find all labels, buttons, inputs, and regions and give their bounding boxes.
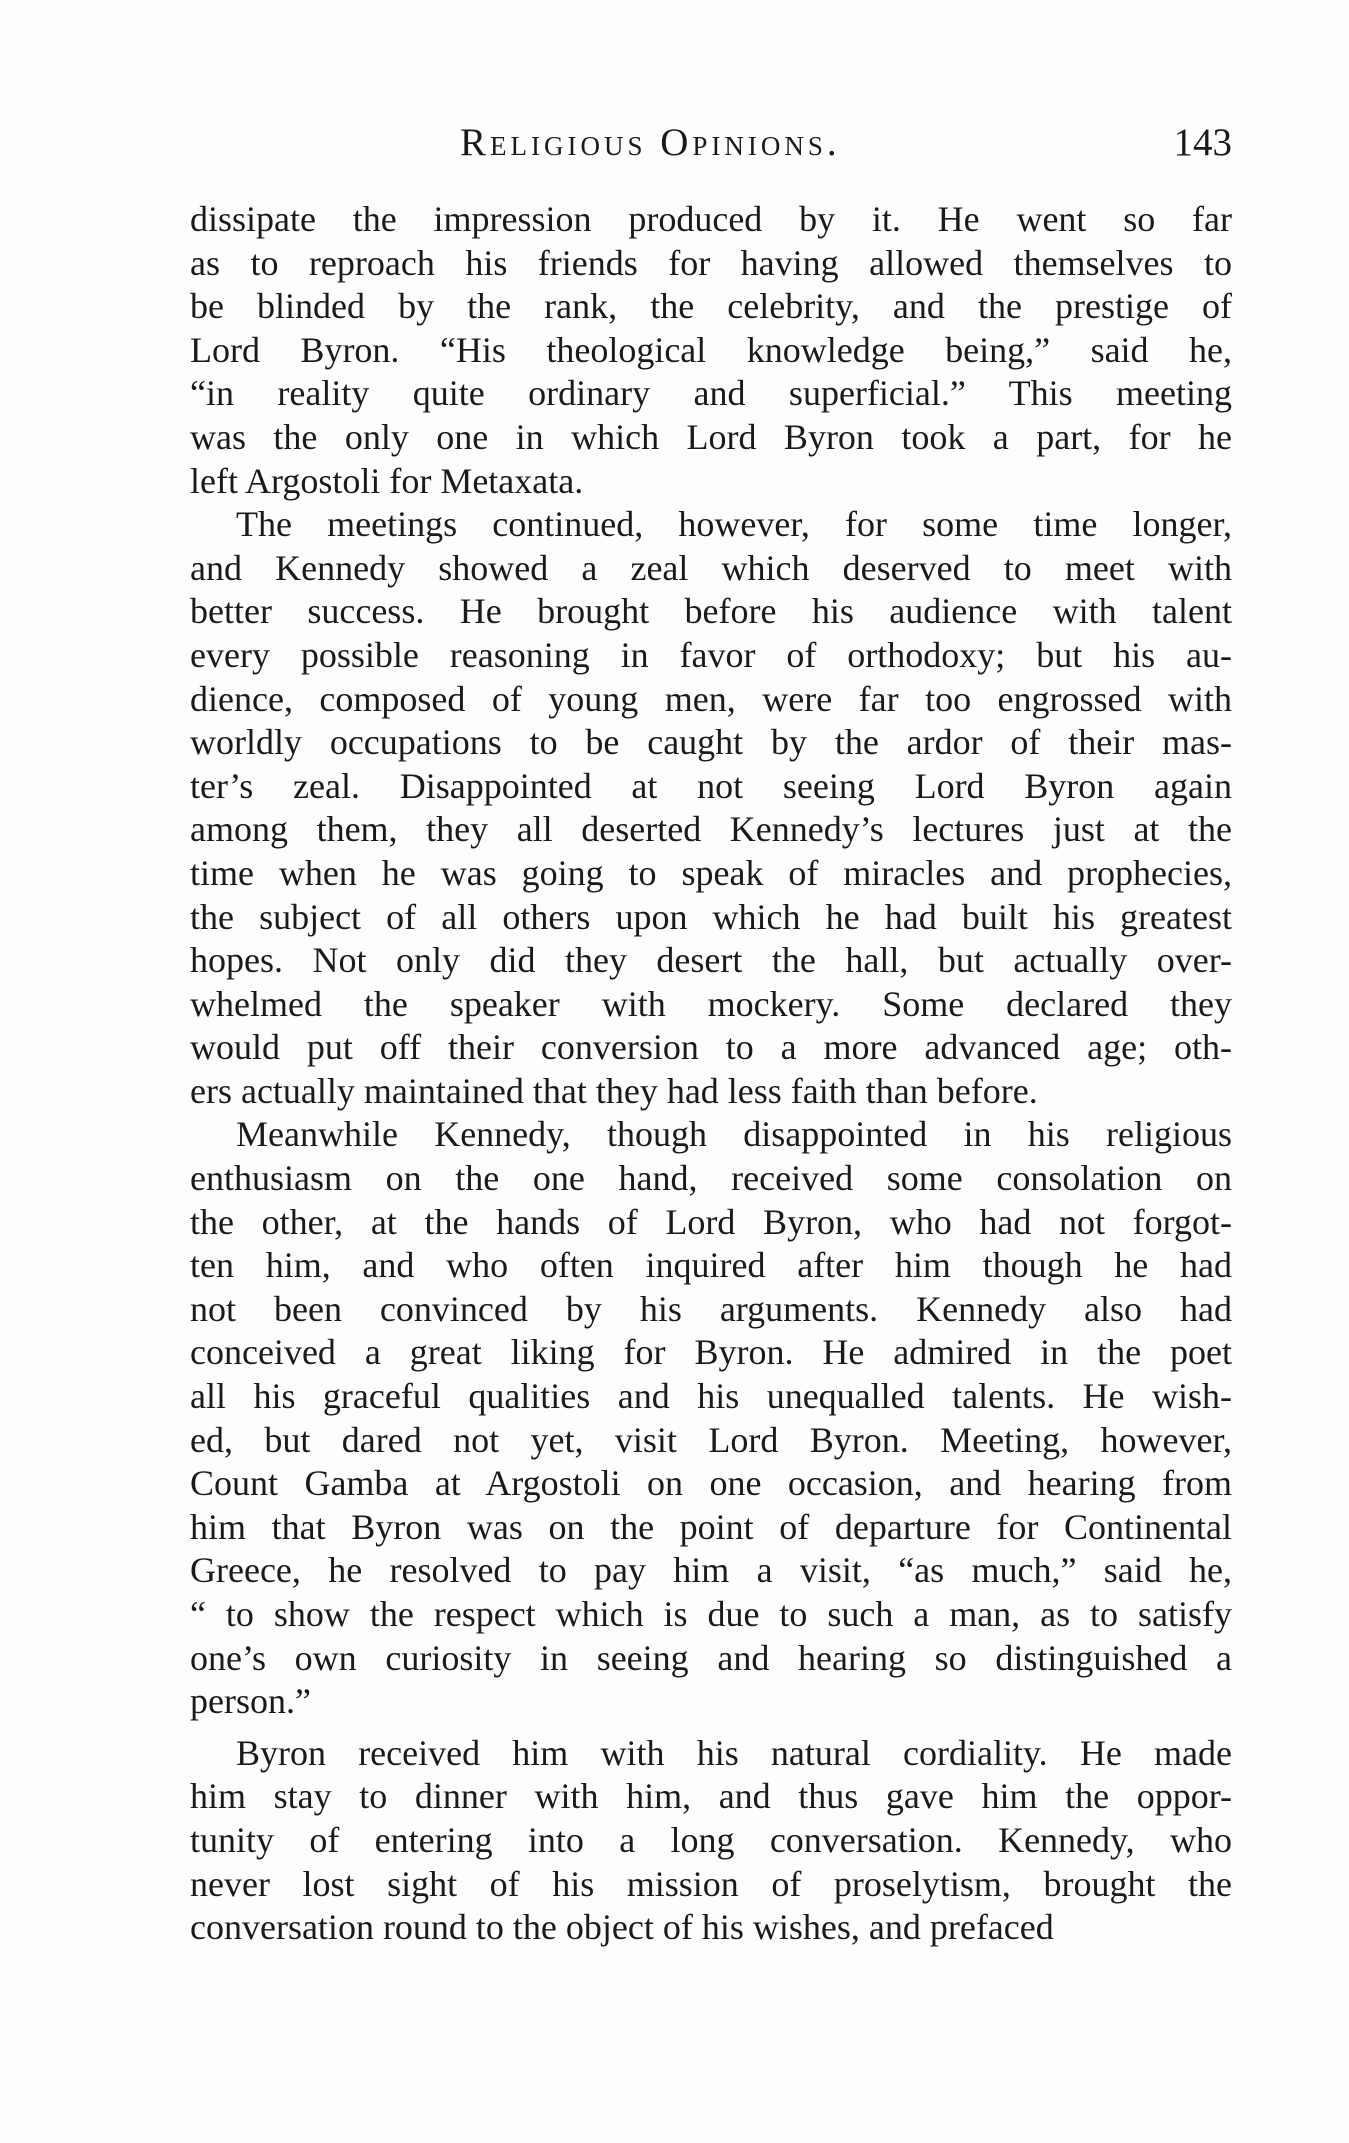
paragraph-gap [190, 1724, 1232, 1732]
text-line: dience, composed of young men, were far too engrossed with [190, 678, 1232, 719]
text-line: be blinded by the rank, the celebrity, and the prestige of [190, 286, 1232, 327]
text-line: better success. He brought before his audience with talent [190, 591, 1232, 632]
text-line: among them, they all deserted Kennedy’s lectures just at the [190, 809, 1232, 850]
text-line: one’s own curiosity in seeing and hearing so distinguished a [190, 1637, 1232, 1678]
text-line: ed, but dared not yet, visit Lord Byron. Meeting, however, [190, 1419, 1232, 1460]
text-line: worldly occupations to be caught by the ardor of their mas- [190, 722, 1232, 763]
text-line: tunity of entering into a long conversation. Kennedy, who [190, 1819, 1232, 1860]
text-line: would put off their conversion to a more advanced age; oth- [190, 1027, 1232, 1068]
text-line: “ to show the respect which is due to such a man, as to satisfy [190, 1594, 1232, 1634]
body-text [190, 198, 1232, 1950]
text-line: conceived a great liking for Byron. He admired in the poet [190, 1332, 1232, 1373]
text-line: him that Byron was on the point of departure for Continental [190, 1506, 1232, 1547]
text-line: Lord Byron. “His theological knowledge being,” said he, [190, 329, 1232, 370]
text-line: Byron received him with his natural cordiality. He made [236, 1732, 1232, 1773]
paragraph [190, 1732, 1232, 1950]
text-line: ers actually maintained that they had less faith than before. [190, 1070, 1038, 1111]
text-line: Count Gamba at Argostoli on one occasion, and hearing from [190, 1463, 1232, 1504]
paragraph [190, 198, 1232, 503]
text-line: person.” [190, 1681, 311, 1722]
paragraph [190, 503, 1232, 1113]
text-line: enthusiasm on the one hand, received some consolation on [190, 1158, 1232, 1199]
text-line: as to reproach his friends for having allowed themselves to [190, 242, 1232, 283]
text-line: not been convinced by his arguments. Kennedy also had [190, 1288, 1232, 1329]
text-line: ter’s zeal. Disappointed at not seeing Lord Byron again [190, 765, 1232, 806]
text-line: dissipate the impression produced by it. He went so far [190, 199, 1232, 239]
paragraph [190, 1113, 1232, 1723]
text-line: the subject of all others upon which he had built his greatest [190, 896, 1232, 937]
running-head: Religious Opinions. [460, 121, 841, 164]
text-line: left Argostoli for Metaxata. [190, 460, 584, 501]
text-line: the other, at the hands of Lord Byron, who had not forgot- [190, 1201, 1232, 1242]
text-line: him stay to dinner with him, and thus gave him the oppor- [190, 1776, 1232, 1817]
text-line: The meetings continued, however, for some time longer, [236, 504, 1232, 545]
text-line: whelmed the speaker with mockery. Some declared they [190, 983, 1232, 1024]
text-line: every possible reasoning in favor of orthodoxy; but his au- [190, 634, 1232, 675]
page-number: 143 [1173, 121, 1232, 164]
text-line: all his graceful qualities and his unequalled talents. He wish- [190, 1376, 1232, 1417]
text-line: Meanwhile Kennedy, though disappointed in his religious [236, 1114, 1232, 1155]
text-line: “in reality quite ordinary and superficial.” This meeting [190, 373, 1232, 414]
text-line: Greece, he resolved to pay him a visit, “as much,” said he, [190, 1550, 1232, 1591]
page-header [190, 118, 1232, 168]
text-line: hopes. Not only did they desert the hall, but actually over- [190, 940, 1232, 981]
text-line: conversation round to the object of his wishes, and prefaced [190, 1907, 1054, 1948]
text-line: never lost sight of his mission of proselytism, brought the [190, 1863, 1232, 1904]
text-line: time when he was going to speak of miracles and prophecies, [190, 852, 1232, 893]
text-line: and Kennedy showed a zeal which deserved to meet with [190, 547, 1232, 588]
text-line: ten him, and who often inquired after him though he had [190, 1245, 1232, 1286]
text-line: was the only one in which Lord Byron took a part, for he [190, 416, 1232, 457]
